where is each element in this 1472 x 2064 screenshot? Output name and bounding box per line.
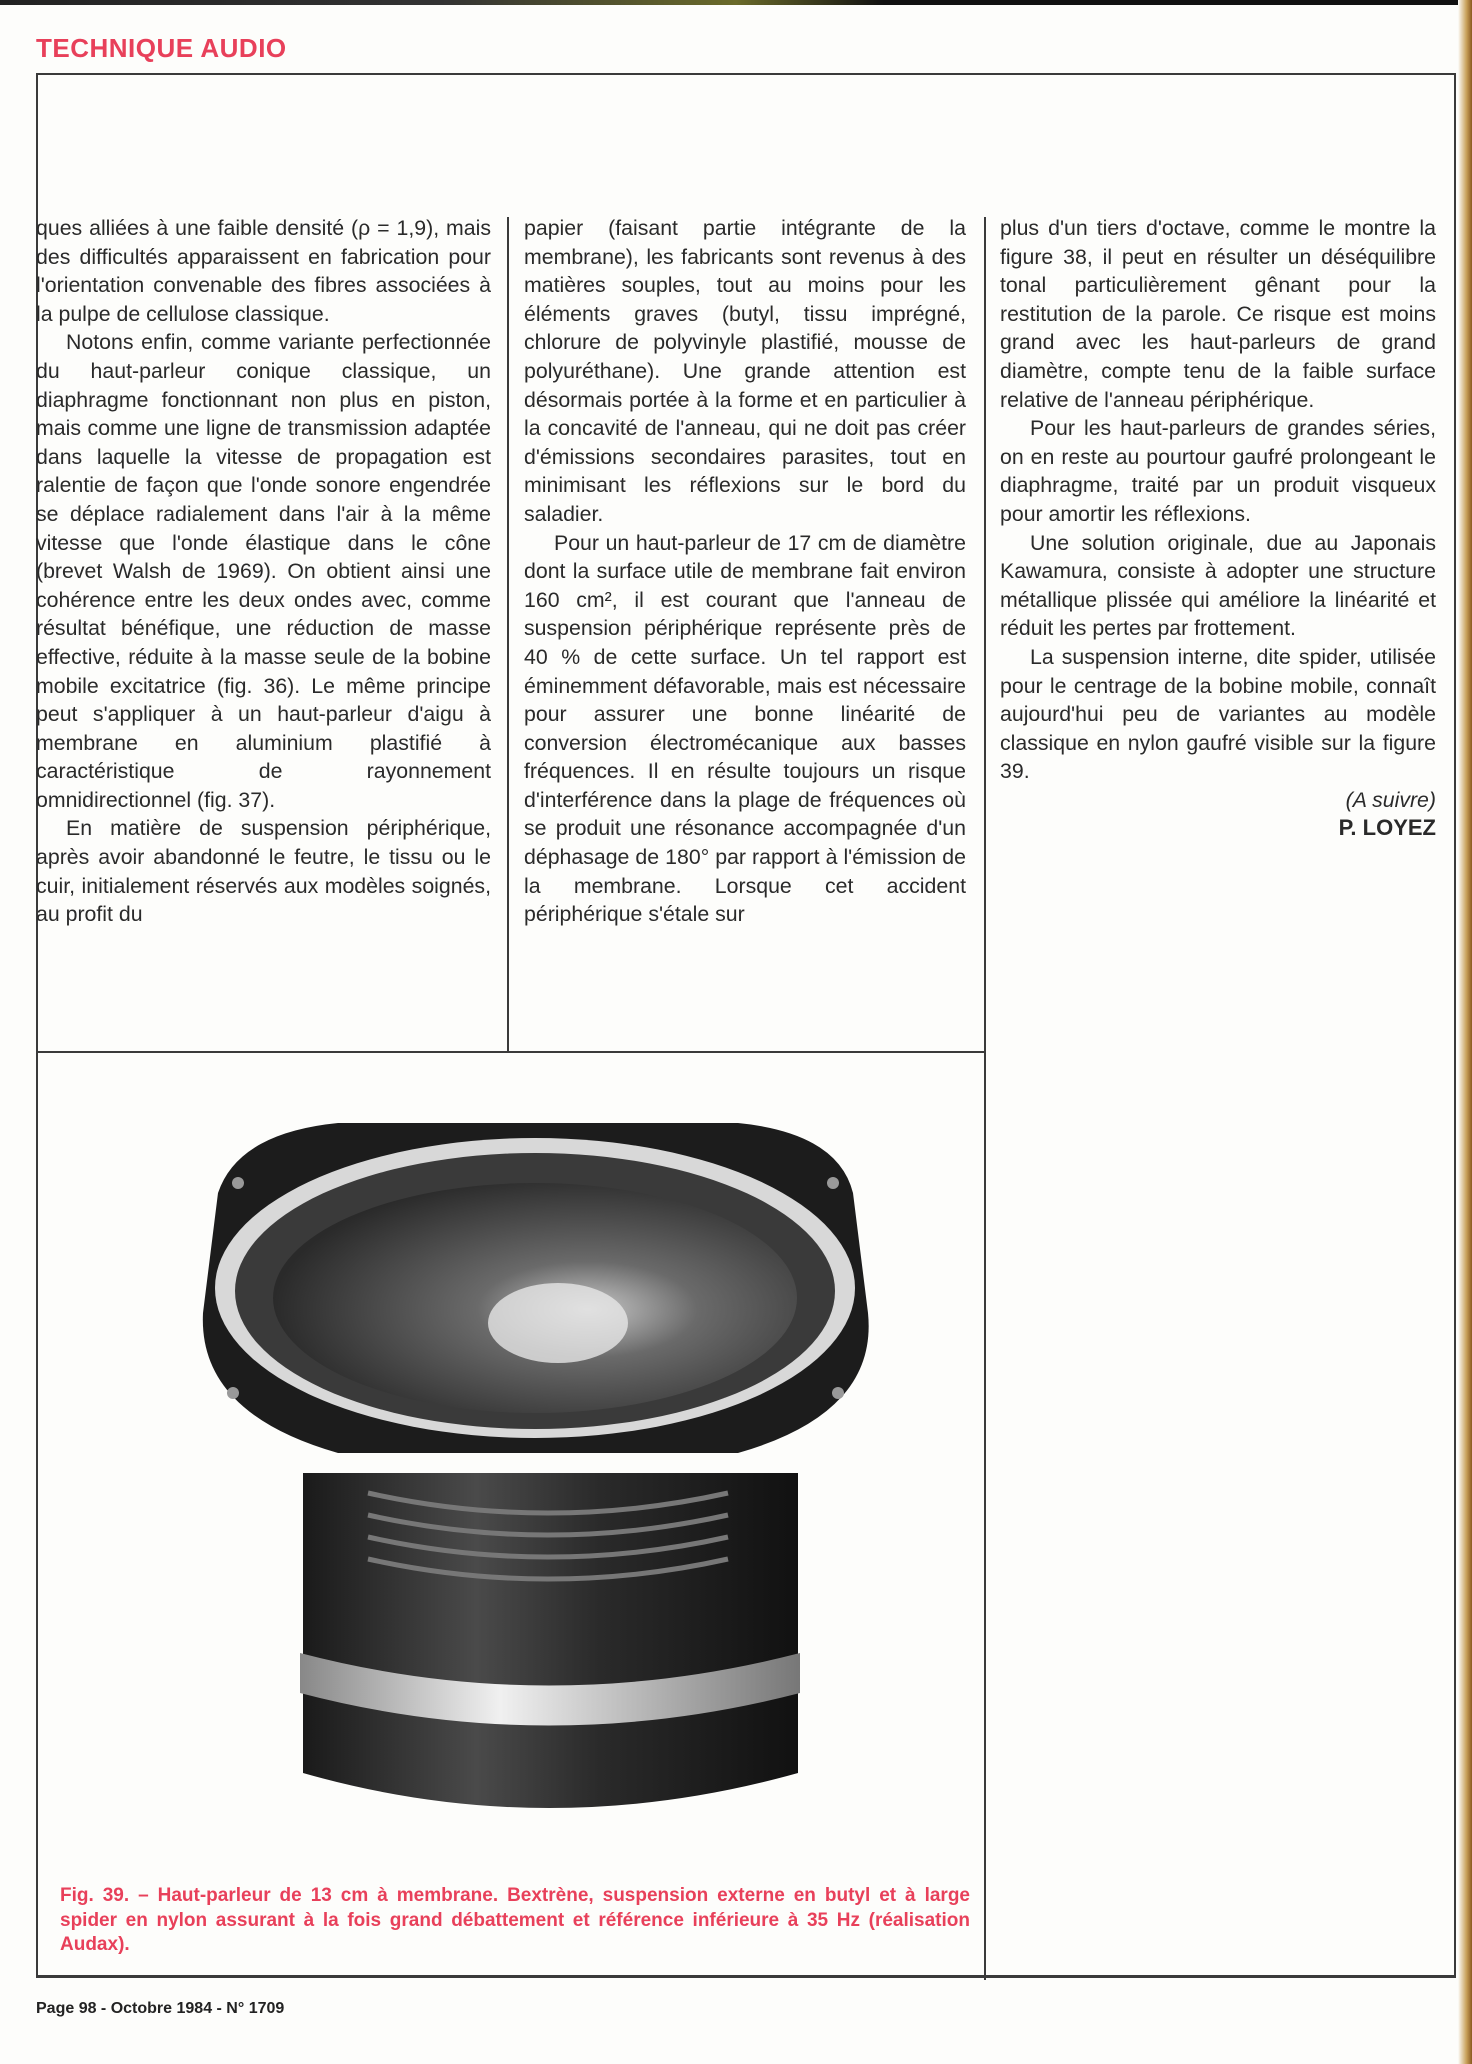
paragraph: ques alliées à une faible densité (ρ = 1,9), mais des difficultés apparaissent en fabrication pour l'orientation convenable des fibres associées à la pulpe de cellulose classique. (36, 216, 491, 326)
paragraph: Pour les haut-parleurs de grandes séries, on en reste au pourtour gaufré prolongeant le diaphragme, traité par un produit visqueux pour amortir les réflexions. (1000, 416, 1436, 526)
section-heading: TECHNIQUE AUDIO (36, 33, 287, 63)
article-column-3 (1000, 214, 1436, 843)
paragraph: En matière de suspension périphérique, après avoir abandonné le feutre, le tissu ou le cuir, initialement réservés aux modèles soignés, au profit du (36, 816, 491, 927)
paragraph: papier (faisant partie intégrante de la membrane), les fabricants sont revenus à des matières souples, tout au moins pour les éléments graves (butyl, tissu imprégné, chlorure de polyvinyle plastifié, mousse de polyuréthane). Une grande attention est désormais portée à la forme et en particulier à la concavité de l'anneau, qui ne doit pas créer d'émissions secondaires parasites, tout en minimisant les réflexions sur le bord du saladier. (524, 216, 966, 526)
article-column-2 (524, 214, 966, 929)
paragraph: Une solution originale, due au Japonais Kawamura, consiste à adopter une structure métallique plissée qui améliore la linéarité et réduit les pertes par frottement. (1000, 530, 1436, 641)
column-rule (507, 217, 509, 1052)
dust-cap (488, 1283, 628, 1363)
paragraph: Pour un haut-parleur de 17 cm de diamètre dont la surface utile de membrane fait environ 160 cm², il est courant que l'anneau de suspension périphérique représente près de 40 % de cette surface. Un tel rapport est éminemment défavorable, mais est nécessaire pour assurer une bonne linéarité de conversion électromécanique aux basses fréquences. Il en résulte toujours un risque d'interférence dans la plage de fréquences où se produit une résonance accompagnée d'un déphasage de 180° par rapport à l'émission de la membrane. Lorsque cet accident périphérique s'étale sur (524, 530, 966, 927)
figure-caption: Fig. 39. – Haut-parleur de 13 cm à membrane. Bextrène, suspension externe en butyl et à large spider en nylon assurant à la fois grand débattement et référence inférieure à 35 Hz (réalisation Audax). (60, 1885, 970, 1955)
scan-right-edge (1458, 0, 1472, 2064)
magnet-body (303, 1473, 798, 1808)
paragraph: La suspension interne, dite spider, utilisée pour le centrage de la bobine mobile, connaît aujourd'hui peu de variantes au modèle classique en nylon gaufré visible sur la figure 39. (1000, 644, 1436, 784)
figure-39-photo (38, 1053, 984, 1873)
scan-top-edge (0, 0, 1472, 5)
article-column-1 (36, 214, 491, 929)
to-be-continued: (A suivre) (1345, 787, 1436, 812)
paragraph: plus d'un tiers d'octave, comme le montre la figure 38, il peut en résulter un déséquilibre tonal particulièrement gênant pour la restitution de la parole. Ce risque est moins grand avec les haut-parleurs de grand diamètre, compte tenu de la faible surface relative de l'anneau périphérique. (1000, 216, 1436, 412)
loudspeaker-photo (38, 1053, 984, 1873)
page-footer: Page 98 - Octobre 1984 - N° 1709 (36, 2000, 285, 2017)
paragraph: Notons enfin, comme variante perfectionnée du haut-parleur conique classique, un diaphragme fonctionnant non plus en piston, mais comme une ligne de transmission adaptée dans laquelle la vitesse de propagation est ralentie de façon que l'onde sonore engendrée se déplace radialement dans l'air à la même vitesse que l'onde élastique dans le cône (brevet Walsh de 1969). On obtient ainsi une cohérence entre les deux ondes avec, comme résultat bénéfique, une réduction de masse effective, réduite à la masse seule de la bobine mobile excitatrice (fig. 36). Le même principe peut s'appliquer à un haut-parleur d'aigu à membrane en aluminium plastifié à caractéristique de rayonnement omnidirectionnel (fig. 37). (36, 330, 491, 812)
column-rule (984, 217, 986, 1980)
author-byline: P. LOYEZ (1338, 815, 1436, 841)
